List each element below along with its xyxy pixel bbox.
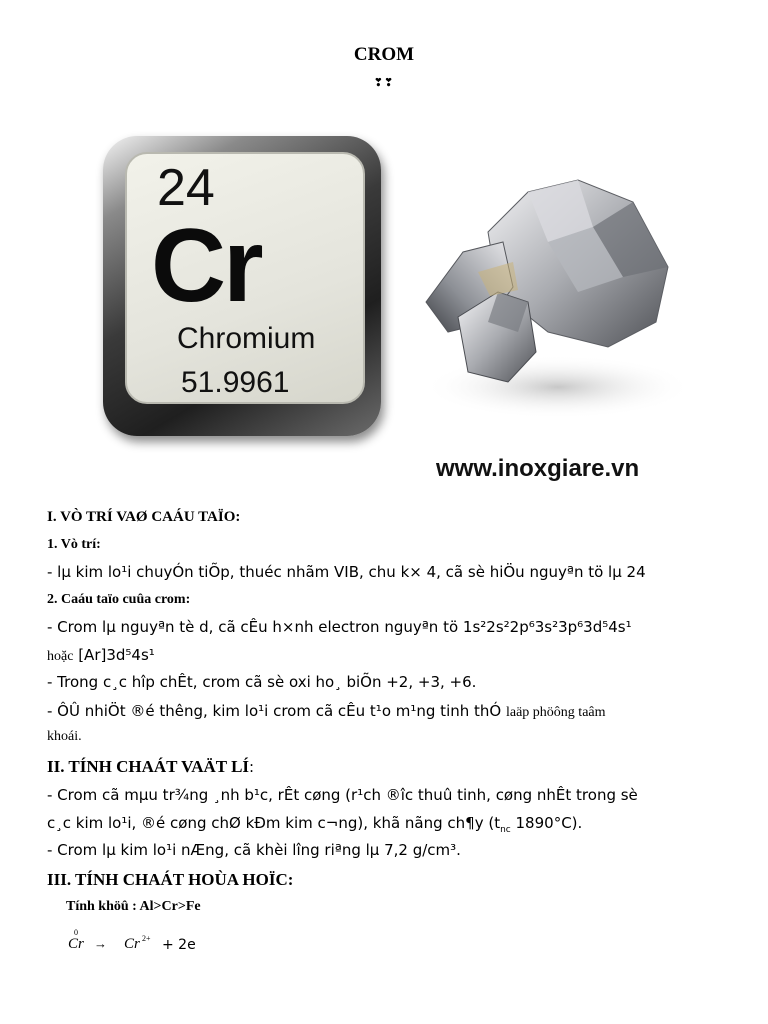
- oxidation-state-zero: 0: [74, 928, 78, 937]
- section1-sub2: 2. Caáu taïo cuûa crom:: [47, 592, 191, 607]
- eq-left-species: Cr: [68, 936, 84, 952]
- element-name: Chromium: [177, 322, 316, 355]
- chromium-metal-image: [418, 172, 700, 432]
- physical-prop-line2: [47, 814, 582, 835]
- melting-point: 1890°C).: [510, 814, 583, 832]
- density-line: - Crom lµ kim lo¹i nÆng, cã khèi lîng riªng lµ 7,2 g/cm³.: [47, 841, 461, 859]
- atomic-number: 24: [157, 159, 215, 217]
- eq-electrons: + 2e: [162, 937, 196, 953]
- section2-heading: [47, 757, 254, 777]
- melting-subscript: nc: [500, 825, 511, 835]
- electron-config-short: [47, 645, 155, 665]
- eq-arrow: →: [94, 936, 107, 951]
- crystal-structure-end: khoái.: [47, 729, 82, 744]
- physical-prop-line2-text: c¸c kim lo¹i, ®é cøng chØ kÐm kim c¬ng), khã nãng ch¶y (t: [47, 814, 501, 832]
- crystal-structure-text: - ÔÛ nhiÖt ®é thêng, kim lo¹i crom cã cÊu t¹o m¹ng tinh thÓ: [47, 702, 506, 720]
- element-tile: [103, 136, 385, 440]
- reducing-order: Tính khöû : Al>Cr>Fe: [66, 899, 201, 914]
- section1-sub1: 1. Vò trí:: [47, 537, 101, 552]
- atomic-mass: 51.9961: [181, 366, 290, 399]
- section2-heading-colon: :: [249, 758, 255, 776]
- crystal-structure-line: [47, 701, 606, 721]
- page-title: CROM: [353, 44, 415, 65]
- section1-heading: I. VÒ TRÍ VAØ CAÁU TAÏO:: [47, 509, 241, 525]
- physical-prop-line1: - Crom cã mµu tr¾ng ¸nh b¹c, rÊt cøng (r¹ch ®îc thuû tinh, cøng nhÊt trong sè: [47, 786, 638, 804]
- decorative-hearts: ❣❣: [373, 76, 395, 89]
- section3-heading: III. TÍNH CHAÁT HOÙA HOÏC:: [47, 870, 294, 889]
- section2-heading-text: II. TÍNH CHAÁT VAÄT LÍ: [47, 757, 250, 776]
- eq-right-charge: 2+: [142, 934, 151, 943]
- noble-gas-config: [Ar]3d⁵4s¹: [73, 646, 155, 664]
- oxidation-states-line: - Trong c¸c hîp chÊt, crom cã sè oxi ho¸ biÕn +2, +3, +6.: [47, 673, 477, 691]
- eq-right-species: Cr: [124, 936, 140, 952]
- electron-config-line: - Crom lµ nguyªn tè d, cã cÊu h×nh electron nguyªn tö 1s²2s²2p⁶3s²3p⁶3d⁵4s¹: [47, 618, 632, 636]
- element-symbol: Cr: [151, 208, 261, 324]
- crystal-structure-tail: laäp phöông taâm: [505, 705, 606, 720]
- section1-line1: - lµ kim lo¹i chuyÓn tiÕp, thuéc nhãm VIB, chu k× 4, cã sè hiÖu nguyªn tö lµ 24: [47, 563, 646, 581]
- website-link[interactable]: www.inoxgiare.vn: [436, 455, 640, 482]
- or-word: hoặc: [47, 649, 74, 664]
